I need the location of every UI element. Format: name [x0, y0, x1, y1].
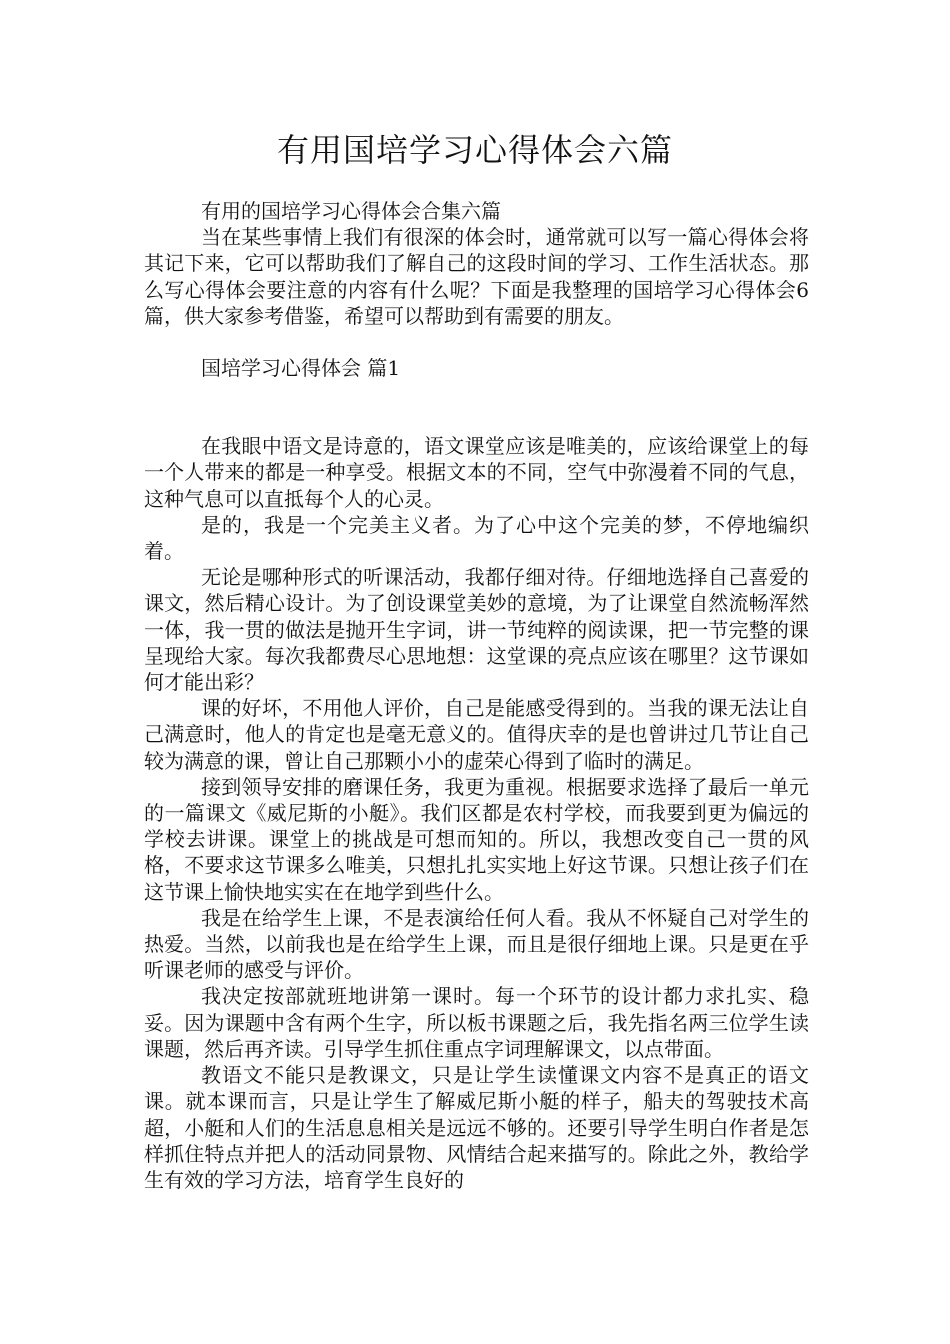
intro-subtitle: 有用的国培学习心得体会合集六篇 — [201, 199, 501, 223]
body-paragraph: 接到领导安排的磨课任务，我更为重视。根据要求选择了最后一单元的一篇课文《威尼斯的小艇》。我们区都是农村学校，而我要到更为偏远的学校去讲课。课堂上的挑战是可想而知的。所以，我想改变自己一贯的风格，不要求这节课多么唯美，只想扎扎实实地上好这节课。只想让孩子们在这节课上愉快地实实在在地学到些什么。 — [144, 774, 809, 904]
body-paragraph: 教语文不能只是教课文，只是让学生读懂课文内容不是真正的语文课。就本课而言，只是让学生了解威尼斯小艇的样子，船夫的驾驶技术高超，小艇和人们的生活息息相关是远远不够的。还要引导学生明白作者是怎样抓住特点并把人的活动同景物、风情结合起来描写的。除此之外，教给学生有效的学习方法，培育学生良好的 — [144, 1063, 809, 1192]
body-paragraph: 我决定按部就班地讲第一课时。每一个环节的设计都力求扎实、稳妥。因为课题中含有两个生字，所以板书课题之后，我先指名两三位学生读课题，然后再齐读。引导学生抓住重点字词理解课文，以点带面。 — [144, 984, 809, 1061]
body-paragraph: 课的好坏，不用他人评价，自己是能感受得到的。当我的课无法让自己满意时，他人的肯定也是毫无意义的。值得庆幸的是也曾讲过几节让自己较为满意的课，曾让自己那颗小小的虚荣心得到了临时的满足。 — [144, 696, 809, 773]
body-paragraph: 无论是哪种形式的听课活动，我都仔细对待。仔细地选择自己喜爱的课文，然后精心设计。为了创设课堂美妙的意境，为了让课堂自然流畅浑然一体，我一贯的做法是抛开生字词，讲一节纯粹的阅读课，把一节完整的课呈现给大家。每次我都费尽心思地想：这堂课的亮点应该在哪里？这节课如何才能出彩？ — [144, 565, 809, 695]
blank-line — [144, 381, 809, 407]
body-paragraph: 是的，我是一个完美主义者。为了心中这个完美的梦，不停地编织着。 — [144, 512, 809, 564]
document-body — [144, 198, 809, 1193]
body-paragraph: 在我眼中语文是诗意的，语文课堂应该是唯美的，应该给课堂上的每一个人带来的都是一种享受。根据文本的不同，空气中弥漫着不同的气息，这种气息可以直抵每个人的心灵。 — [144, 434, 809, 511]
document-title: 有用国培学习心得体会六篇 — [276, 131, 673, 169]
blank-line — [144, 407, 809, 433]
body-paragraph: 我是在给学生上课，不是表演给任何人看。我从不怀疑自己对学生的热爱。当然，以前我也是在给学生上课，而且是很仔细地上课。只是更在乎听课老师的感受与评价。 — [144, 905, 809, 983]
blank-line — [144, 329, 809, 355]
section-heading: 国培学习心得体会 篇1 — [201, 356, 401, 381]
intro-paragraph: 当在某些事情上我们有很深的体会时，通常就可以写一篇心得体会将其记下来，它可以帮助我们了解自己的这段时间的学习、工作生活状态。那么写心得体会要注意的内容有什么呢？下面是我整理的国培学习心得体会6篇，供大家参考借鉴，希望可以帮助到有需要的朋友。 — [144, 225, 809, 328]
